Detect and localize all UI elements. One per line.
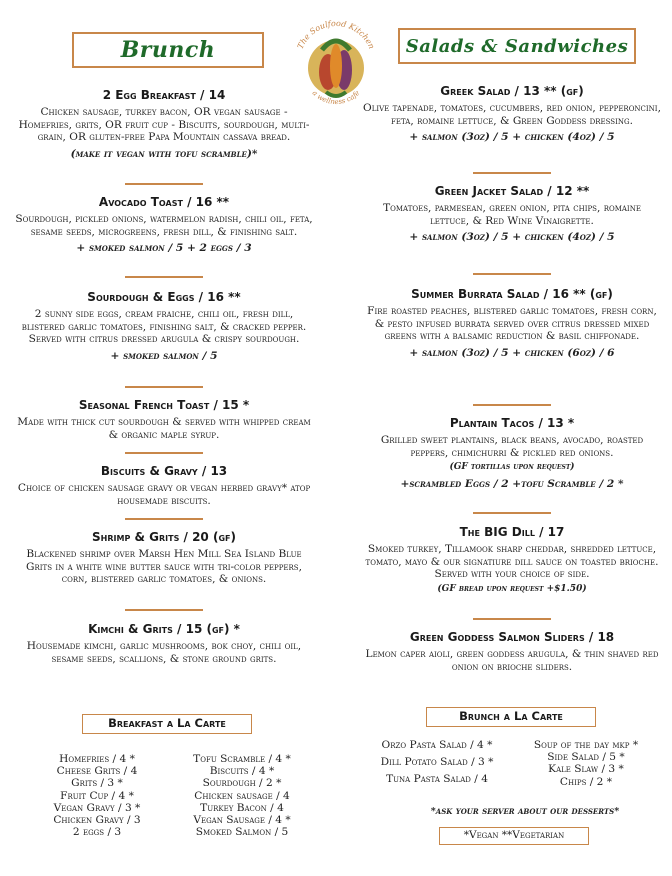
carte-item: Chips / 2 * [559, 775, 613, 788]
carte-item: Side Salad / 5 * [547, 751, 625, 764]
divider [125, 452, 203, 454]
carte-item: Tofu Scramble / 4 * [193, 753, 291, 765]
brunch-title: Brunch [120, 37, 216, 63]
divider [473, 404, 551, 406]
logo-top-text: The Soulfood Kitchen [295, 18, 377, 51]
item-desc: Chicken sausage, turkey bacon, OR vegan sausage - Homefries, grits, OR fruit cup - Biscuits, sourdough, multi-grain, OR gluten-free Papa Mountain cassava bread. [18, 106, 310, 143]
divider [473, 172, 551, 174]
item-addon: + smoked salmon / 5 [110, 349, 218, 362]
carte-item: Tuna Pasta Salad / 4 [386, 773, 488, 786]
carte-item: Homefries / 4 * [59, 753, 135, 765]
item-addon: +scrambled Eggs / 2 +tofu Scramble / 2 * [400, 477, 624, 490]
carte-item: Soup of the day mkp * [533, 739, 639, 751]
carte-item: Grits / 3 * [71, 777, 123, 790]
brunch-item [14, 464, 314, 507]
carte-item: Chicken sausage / 4 [194, 789, 290, 802]
item-name: Summer Burrata Salad / 16 ** (gf) [411, 287, 613, 301]
item-desc: Tomatoes, parmesean, green onion, pita chips, romaine lettuce, & Red Wine Vinaigrette. [383, 202, 641, 227]
item-name: Green Goddess Salmon Sliders / 18 [409, 630, 615, 644]
carte-item: Kale Slaw / 3 * [548, 763, 624, 776]
carte-item: Sourdough / 2 * [202, 777, 282, 790]
item-addon: + salmon (3oz) / 5 + chicken (4oz) / 5 [409, 231, 615, 243]
divider [125, 276, 203, 278]
carte-item: Cheese Grits / 4 [56, 765, 138, 778]
breakfast-carte-col2 [172, 753, 312, 838]
item-addon: (make it vegan with tofu scramble)* [70, 147, 258, 160]
brunch-item [14, 88, 314, 160]
carte-item: Biscuits / 4 * [209, 765, 275, 778]
item-desc: Fire roasted peaches, blistered garlic tomatoes, fresh corn, & pesto infused burrata served over citrus dressed mixed greens with a balsamic reduction & basil chiffonade. [367, 305, 657, 342]
divider [473, 512, 551, 514]
item-desc: 2 sunny side eggs, cream fraiche, chili oil, fresh dill, blistered garlic tomatoes, finishing salt, & cracked pepper. Served with citrus dressed arugula & crispy sourdough. [21, 308, 307, 345]
item-addon: + salmon (3oz) / 5 + chicken (4oz) / 5 [409, 131, 615, 143]
item-name: Green Jacket Salad / 12 ** [434, 184, 590, 198]
brunch-carte-col1 [362, 739, 512, 786]
item-name: Biscuits & Gravy / 13 [100, 464, 228, 478]
carte-item: Smoked Salmon / 5 [195, 826, 289, 839]
desserts-note: *ask your server about our desserts* [430, 806, 620, 817]
item-name: Sourdough & Eggs / 16 ** [87, 290, 241, 304]
brunch-carte-col2 [512, 739, 660, 788]
divider [125, 518, 203, 520]
item-desc: Olive tapenade, tomatoes, cucumbers, red onion, pepperoncini, feta, romaine lettuce, & Green Goddess dressing. [363, 102, 661, 127]
divider [125, 609, 203, 611]
item-desc: Lemon caper aioli, green goddess arugula, & thin shaved red onion on brioche sliders. [365, 648, 659, 673]
item-name: Plantain Tacos / 13 * [449, 416, 575, 430]
salad-item [362, 84, 662, 144]
carte-item: Orzo Pasta Salad / 4 * [381, 739, 493, 751]
breakfast-carte-title: Breakfast a La Carte [82, 714, 252, 734]
item-addon: + salmon (3oz) / 5 + chicken (6oz) / 6 [409, 346, 615, 359]
salad-item [362, 525, 662, 595]
brunch-item [14, 530, 314, 586]
salad-item [362, 184, 662, 244]
carte-item: Vegan Sausage / 4 * [193, 814, 291, 827]
item-desc: Made with thick cut sourdough & served with whipped cream & organic maple syrup. [17, 416, 311, 441]
brunch-item [14, 398, 314, 441]
item-note: (GF tortillas upon request) [449, 462, 575, 472]
divider [125, 183, 203, 185]
item-name: Greek Salad / 13 ** (gf) [440, 84, 584, 98]
item-desc: Grilled sweet plantains, black beans, avocado, roasted peppers, chimichurri & pickled red onions. [380, 434, 644, 459]
item-desc: Choice of chicken sausage gravy or vegan herbed gravy* atop housemade biscuits. [17, 482, 311, 507]
salads-banner [398, 28, 636, 64]
item-desc: Sourdough, pickled onions, watermelon radish, chili oil, feta, sesame seeds, microgreens, fresh dill, & finishing salt. [15, 213, 313, 238]
carte-item: Fruit Cup / 4 * [60, 789, 134, 802]
item-name: Kimchi & Grits / 15 (gf) * [88, 622, 240, 636]
carte-item: 2 eggs / 3 [72, 826, 122, 839]
item-name: Avocado Toast / 16 ** [98, 195, 230, 209]
divider [125, 386, 203, 388]
brunch-banner [72, 32, 264, 68]
salads-title: Salads & Sandwiches [405, 35, 629, 57]
item-desc: Smoked turkey, Tillamook sharp cheddar, shredded lettuce, tomato, mayo & our signatiure dill sauce on toasted brioche. Served with your choice of side. [365, 543, 659, 580]
item-desc: Housemade kimchi, garlic mushrooms, bok choy, chili oil, sesame seeds, scallions, & stone ground grits. [26, 640, 302, 665]
logo-bottom-text: a wellness cafe [310, 89, 362, 107]
item-name: Shrimp & Grits / 20 (gf) [92, 530, 236, 544]
salad-item [362, 287, 662, 359]
divider [473, 273, 551, 275]
salad-item [362, 630, 662, 673]
item-name: The BIG Dill / 17 [459, 525, 565, 539]
brunch-item [14, 195, 314, 255]
breakfast-carte-col1 [32, 753, 162, 838]
item-desc: Blackened shrimp over Marsh Hen Mill Sea Island Blue Grits in a white wine butter sauce with tri-color peppers, corn, blistered garlic tomatoes, & onions. [26, 548, 302, 585]
divider [473, 618, 551, 620]
brunch-item [14, 622, 314, 665]
brunch-item [14, 290, 314, 362]
item-name: Seasonal French Toast / 15 * [78, 398, 250, 412]
carte-item: Chicken Gravy / 3 [53, 814, 141, 827]
salad-item [362, 416, 662, 490]
carte-item: Vegan Gravy / 3 * [53, 801, 141, 814]
item-name: 2 Egg Breakfast / 14 [102, 88, 226, 102]
item-addon: + smoked salmon / 5 + 2 eggs / 3 [76, 242, 252, 254]
item-addon: (GF bread upon request +$1.50) [437, 583, 587, 594]
carte-item: Turkey Bacon / 4 [200, 801, 284, 814]
brunch-carte-title: Brunch a La Carte [426, 707, 596, 727]
diet-legend: *Vegan **Vegetarian [439, 827, 589, 845]
carte-item: Dill Potato Salad / 3 * [380, 756, 494, 769]
